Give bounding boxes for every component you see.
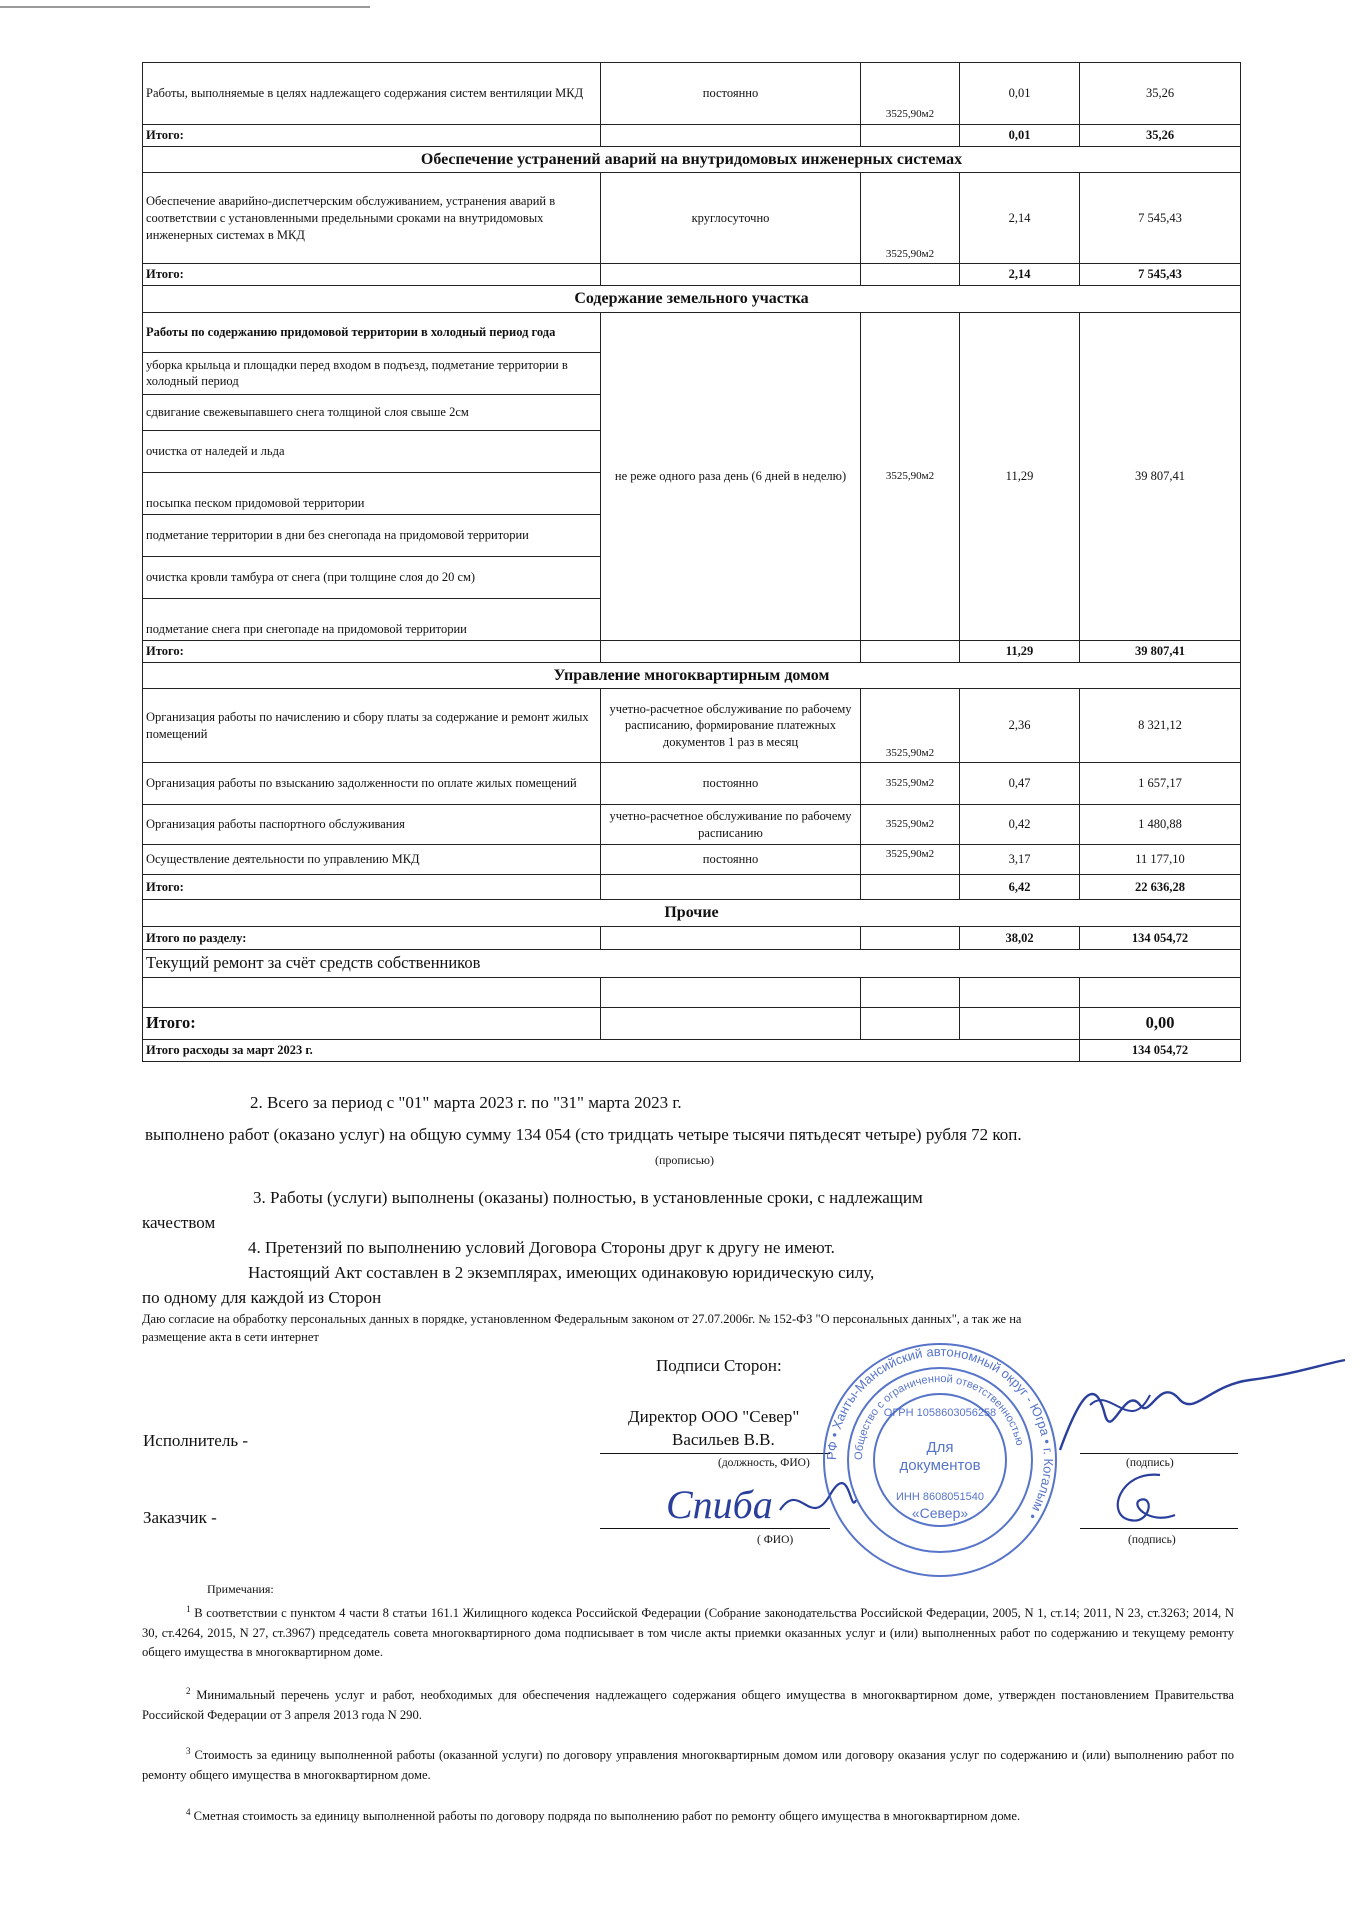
customer-label: Заказчик - [143, 1508, 217, 1527]
position-hint: (должность, ФИО) [718, 1457, 810, 1469]
total-sum: 134 054,72 [1080, 927, 1241, 950]
service-period: постоянно [601, 845, 861, 875]
section-title-land: Содержание земельного участка [143, 286, 1241, 313]
footnote-mark: 4 [186, 1807, 191, 1817]
table-row [143, 63, 1241, 125]
position-line [600, 1453, 830, 1454]
service-period: учетно-расчетное обслуживание по рабочему расписанию, формирование платежных документов 1 раз в месяц [601, 689, 861, 763]
table-row [143, 805, 1241, 845]
service-name: Организация работы паспортного обслуживания [143, 805, 601, 845]
section-title-mgmt: Управление многоквартирным домом [143, 662, 1241, 689]
total-label: Итого: [143, 125, 601, 147]
land-area: 3525,90м2 [861, 312, 960, 640]
total-sum: 7 545,43 [1080, 264, 1241, 286]
paragraph-2-sum: выполнено работ (оказано услуг) на общую сумму 134 054 (сто тридцать четыре тысячи пятьдесят четыре) рубля 72 коп. [145, 1125, 1022, 1144]
footnote-text: Стоимость за единицу выполненной работы (оказанной услуги) по договору управления многоквартирным домом или договору оказания услуг по содержанию и (или) выполнению работ по ремонту общего имущества в многоквартирном доме. [142, 1748, 1234, 1782]
total-row [143, 927, 1241, 950]
total-rate: 11,29 [960, 640, 1080, 662]
table-row [143, 978, 1241, 1008]
consent-text-cont: размещение акта в сети интернет [142, 1330, 319, 1344]
paragraph-3-cont: качеством [142, 1213, 216, 1232]
service-rate: 2,14 [960, 173, 1080, 264]
service-rate: 0,01 [960, 63, 1080, 125]
total-label: Итого: [143, 264, 601, 286]
customer-signature [1100, 1465, 1180, 1540]
service-sum: 11 177,10 [1080, 845, 1241, 875]
total-label: Итого: [143, 640, 601, 662]
footnote-mark: 2 [186, 1686, 191, 1696]
stamp-inn: ИНН 8608051540 [895, 1491, 985, 1503]
service-name: Организация работы по начислению и сбору платы за содержание и ремонт жилых помещений [143, 689, 601, 763]
total-sum: 39 807,41 [1080, 640, 1241, 662]
stamp-name: «Север» [911, 1505, 969, 1521]
land-item: сдвигание свежевыпавшего снега толщиной слоя свыше 2см [143, 394, 601, 430]
service-rate: 0,42 [960, 805, 1080, 845]
footnote-mark: 3 [186, 1746, 191, 1756]
table-row [143, 312, 1241, 352]
executor-label: Исполнитель - [143, 1431, 248, 1450]
footnote-3 [142, 1745, 1234, 1785]
stamp-center-2: документов [899, 1457, 981, 1474]
total-row [143, 1040, 1241, 1062]
total-row [143, 1008, 1241, 1040]
stamp-center-1: Для [926, 1439, 954, 1456]
fio-hint: ( ФИО) [757, 1534, 794, 1546]
consent-text: Даю согласие на обработку персональных данных в порядке, установленном Федеральным законом от 27.07.2006г. № 152-ФЗ "О персональных данных", а так же на [142, 1312, 1022, 1326]
service-area: 3525,90м2 [861, 173, 960, 264]
paragraph-3: 3. Работы (услуги) выполнены (оказаны) полностью, в установленные сроки, с надлежащим [253, 1188, 923, 1207]
service-area: 3525,90м2 [861, 763, 960, 805]
total-row [143, 264, 1241, 286]
service-area: 3525,90м2 [861, 689, 960, 763]
service-sum: 1 657,17 [1080, 763, 1241, 805]
director-name: Васильев В.В. [672, 1430, 775, 1449]
service-rate: 3,17 [960, 845, 1080, 875]
service-rate: 0,47 [960, 763, 1080, 805]
service-name: Работы, выполняемые в целях надлежащего содержания систем вентиляции МКД [143, 63, 601, 125]
paragraph-2: 2. Всего за период с "01" марта 2023 г. по "31" марта 2023 г. [250, 1093, 682, 1112]
total-row [143, 125, 1241, 147]
stamp-inner-text: Общество с ограниченной ответственностью [852, 1372, 1026, 1461]
footnote-text: В соответствии с пунктом 4 части 8 статьи 161.1 Жилищного кодекса Российской Федерации (Собрание законодательства Российской Федерации, 2005, N 1, ст.14; 2011, N 23, ст.3263; 2014, N 30, ст.4264, 2015, N 27, ст.3967) председатель совета многоквартирного дома подписывает в том числе акты приемки оказанных услуг и (или) выполненных работ по содержанию и текущему ремонту общего имущества в многоквартирном доме. [142, 1606, 1234, 1660]
service-period: постоянно [601, 63, 861, 125]
land-period: не реже одного раза день (6 дней в неделю) [601, 312, 861, 640]
section-header-row [143, 286, 1241, 313]
signature-hint-1: (подпись) [1126, 1457, 1174, 1469]
service-period: учетно-расчетное обслуживание по рабочему расписанию [601, 805, 861, 845]
footnote-1 [142, 1603, 1234, 1663]
section-title-avar: Обеспечение устранений аварий на внутридомовых инженерных системах [143, 146, 1241, 173]
footnote-mark: 1 [186, 1604, 191, 1614]
paragraph-5: Настоящий Акт составлен в 2 экземплярах, имеющих одинаковую юридическую силу, [248, 1263, 875, 1282]
director-title: Директор ООО "Север" [628, 1407, 800, 1426]
section-header-row [143, 662, 1241, 689]
service-area: 3525,90м2 [861, 63, 960, 125]
total-sum: 134 054,72 [1080, 1040, 1241, 1062]
service-sum: 35,26 [1080, 63, 1241, 125]
land-item: очистка от наледей и льда [143, 430, 601, 472]
total-label: Итого: [143, 875, 601, 900]
section-title-other: Прочие [143, 900, 1241, 927]
total-rate: 0,01 [960, 125, 1080, 147]
service-sum: 7 545,43 [1080, 173, 1241, 264]
section-header-row [143, 146, 1241, 173]
stamp-ogrn: ОГРН 1058603056258 [883, 1407, 997, 1419]
land-item: уборка крыльца и площадки перед входом в подъезд, подметание территории в холодный период [143, 352, 601, 394]
service-period: круглосуточно [601, 173, 861, 264]
service-name: Обеспечение аварийно-диспетчерским обслуживанием, устранения аварий в соответствии с установленными предельными сроками на внутридомовых инженерных системах в МКД [143, 173, 601, 264]
in-words-hint: (прописью) [655, 1153, 715, 1167]
director-signature [1050, 1355, 1350, 1465]
section-header-row [143, 900, 1241, 927]
company-stamp [820, 1340, 1060, 1580]
footnote-2 [142, 1685, 1234, 1725]
handwritten-name: Спиба [666, 1482, 773, 1527]
table-row [143, 763, 1241, 805]
total-rate: 2,14 [960, 264, 1080, 286]
total-rate: 38,02 [960, 927, 1080, 950]
scan-edge-line [0, 6, 370, 8]
repair-title: Текущий ремонт за счёт средств собственников [143, 950, 1241, 978]
footnote-text: Сметная стоимость за единицу выполненной работы по договору подряда по выполнению работ по ремонту общего имущества в многоквартирном доме. [193, 1809, 1021, 1824]
total-row [143, 875, 1241, 900]
service-name: Осуществление деятельности по управлению МКД [143, 845, 601, 875]
section-header-row [143, 950, 1241, 978]
stamp-outer-text: РФ • Ханты-Мансийский автономный округ - Югра • г. Когалым • [823, 1343, 1057, 1523]
paragraph-4: 4. Претензий по выполнению условий Договора Стороны друг к другу не имеют. [248, 1238, 835, 1257]
service-area: 3525,90м2 [861, 805, 960, 845]
land-item: Работы по содержанию придомовой территории в холодный период года [143, 312, 601, 352]
footnote-4 [142, 1806, 1234, 1827]
total-sum: 22 636,28 [1080, 875, 1241, 900]
total-label: Итого по разделу: [143, 927, 601, 950]
table-row [143, 173, 1241, 264]
service-rate: 2,36 [960, 689, 1080, 763]
table-row [143, 845, 1241, 875]
service-area: 3525,90м2 [861, 845, 960, 875]
service-sum: 1 480,88 [1080, 805, 1241, 845]
service-period: постоянно [601, 763, 861, 805]
total-label: Итого: [143, 1008, 601, 1040]
total-row [143, 640, 1241, 662]
total-sum: 0,00 [1080, 1008, 1241, 1040]
land-sum: 39 807,41 [1080, 312, 1241, 640]
land-rate: 11,29 [960, 312, 1080, 640]
service-sum: 8 321,12 [1080, 689, 1241, 763]
land-item: посыпка песком придомовой территории [143, 472, 601, 514]
total-rate: 6,42 [960, 875, 1080, 900]
signatures-heading: Подписи Сторон: [656, 1356, 782, 1375]
footnote-text: Минимальный перечень услуг и работ, необходимых для обеспечения надлежащего содержания общего имущества в многоквартирном доме, утвержден постановлением Правительства Российской Федерации от 3 апреля 2013 года N 290. [142, 1688, 1234, 1722]
total-label: Итого расходы за март 2023 г. [143, 1040, 1080, 1062]
table-row [143, 689, 1241, 763]
paragraph-5-cont: по одному для каждой из Сторон [142, 1288, 382, 1307]
notes-title: Примечания: [207, 1582, 274, 1596]
land-item: подметание территории в дни без снегопада на придомовой территории [143, 514, 601, 556]
services-table [142, 62, 1241, 1062]
land-item: очистка кровли тамбура от снега (при толщине слоя до 20 см) [143, 556, 601, 598]
service-name: Организация работы по взысканию задолженности по оплате жилых помещений [143, 763, 601, 805]
land-item: подметание снега при снегопаде на придомовой территории [143, 598, 601, 640]
signature-hint-2: (подпись) [1128, 1534, 1176, 1546]
total-sum: 35,26 [1080, 125, 1241, 147]
